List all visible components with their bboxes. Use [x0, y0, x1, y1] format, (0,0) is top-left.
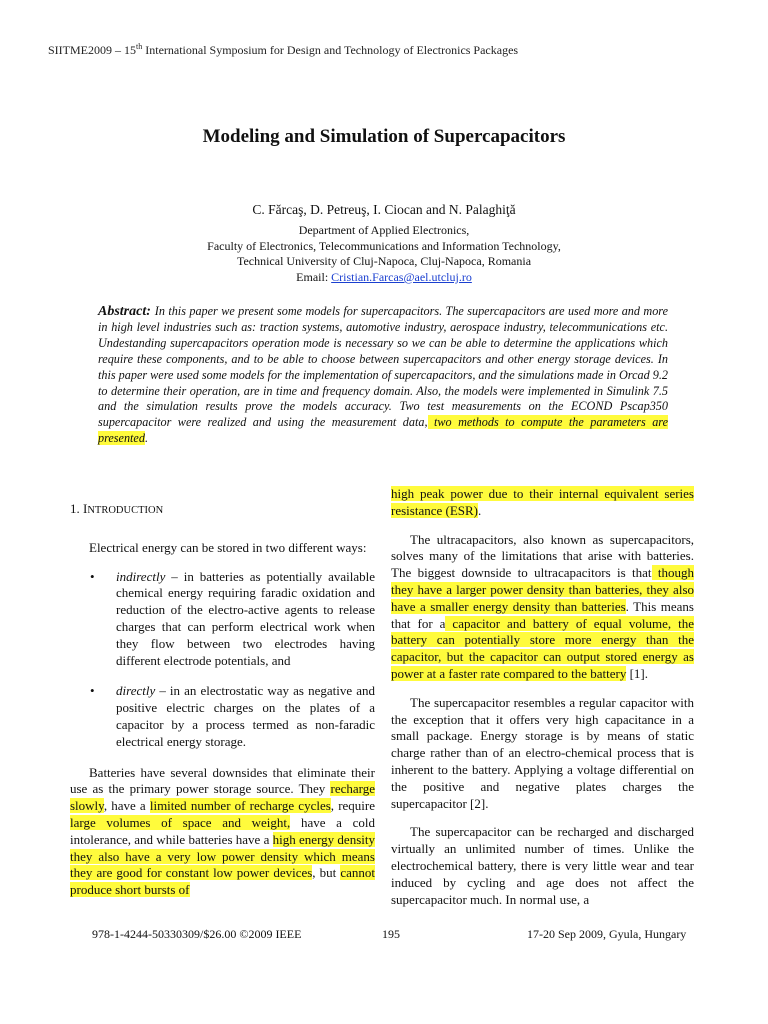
highlight: limited number of recharge cycles [149, 798, 331, 814]
footer-isbn: 978-1-4244-50330309/$26.00 ©2009 IEEE [92, 927, 302, 941]
section-heading-introduction: 1. INTRODUCTION [70, 501, 164, 516]
paragraph: The ultracapacitors, also known as supercapacitors, solves many of the limitations that arise with batteries. The biggest downside to ultracapacitors is that though they have a larger power density than batteries, they also have a smaller energy density than batteries. This means that for a capacitor and battery of equal volume, the battery can potentially store more energy than the capacitor, but the capacitor can output stored energy as power at a faster rate compared to the battery [1]. [391, 531, 694, 681]
bullet-item: • indirectly – in batteries as potentially available chemical energy requiring faradic oxidation and reduction of the electro-active agents to release charges that can perform electrical work when they flow between two electrodes having different electrode potentials, and [70, 569, 375, 670]
highlight: capacitor and battery of equal volume, the battery can potentially store more energy than the capacitor, but the capacitor can output stored energy as power at a faster rate compared to the battery [391, 615, 694, 681]
highlight: high energy density they also have a very low power density which means they are good for constant low power devices [70, 831, 375, 881]
paragraph: high peak power due to their internal equivalent series resistance (ESR). [391, 486, 694, 518]
paragraph: Electrical energy can be stored in two different ways: [89, 539, 367, 555]
bullet-icon: • [90, 683, 95, 699]
left-column [70, 486, 375, 911]
bullet-item: • directly – in an electrostatic way as negative and positive electric charges on the plates of a capacitor by a process termed as non-faradic electrical energy storage. [70, 683, 375, 750]
bullet-icon: • [90, 568, 95, 584]
paper-title: Modeling and Simulation of Supercapacitors [202, 126, 566, 147]
highlight: large volumes of space and weight, [70, 814, 291, 830]
footer-venue: 17-20 Sep 2009, Gyula, Hungary [527, 927, 687, 941]
author-list: C. Fărcaş, D. Petreuş, I. Ciocan and N. Palaghiţă [252, 202, 516, 217]
paragraph: The supercapacitor resembles a regular capacitor with the exception that it offers very high capacitance in a small package. Energy storage is by means of static charge rather than of an electro-chemical process that is inherent to the battery. Applying a voltage differential on the positive and negative plates charges the supercapacitor [2]. [391, 694, 694, 811]
email-line: Email: Cristian.Farcas@ael.utcluj.ro [296, 269, 472, 284]
affiliation-block [0, 223, 768, 285]
abstract-label: Abstract [98, 304, 147, 319]
affiliation-department: Department of Applied Electronics, [298, 223, 470, 237]
paragraph: Batteries have several downsides that eliminate their use as the primary power storage source. They recharge slowly, have a limited number of recharge cycles, require large volumes of space and weight, have a cold intolerance, and while batteries have a high energy density they also have a very low power density which means they are good for constant low power devices, but cannot produce short bursts of [70, 764, 376, 898]
abstract-text: In this paper we present some models for supercapacitors. The supercapacitors are used more and more in high level industries such as: traction systems, automotive industry, aerospace industry, telecommunications etc. Undestanding supercapacitors operation mode is necessary so we can be able to determine the applications which require these components, and to be able to choose between supercapacitors and other energy storage devices. In this paper were used some models for the implementation of supercapacitors, and the simulations made in Orcad 9.2 to determine their operation, are in time and frequency domain. Also, the models were implemented in Simulink 7.5 and the simulation results prove the models accuracy. Two test measurements on the ECOND Pscap350 supercapacitor were realized and using the measurement data, [98, 304, 668, 430]
page-number: 195 [382, 927, 400, 941]
affiliation-university: Technical University of Cluj-Napoca, Cluj-Napoca, Romania [236, 254, 532, 269]
highlight: recharge slowly [70, 781, 375, 814]
highlight: cannot produce short bursts of [70, 865, 375, 898]
email-link[interactable]: Cristian.Farcas@ael.utcluj.ro [331, 269, 472, 284]
affiliation-faculty: Faculty of Electronics, Telecommunications and Information Technology, [207, 238, 561, 253]
right-column [391, 486, 694, 920]
highlight: though they have a larger power density than batteries, they also have a smaller energy density than batteries [391, 565, 694, 614]
paragraph: The supercapacitor can be recharged and discharged virtually an unlimited number of times. Unlike the electrochemical battery, there is very little wear and tear induced by cycling and age does not affect the supercapacitor much. In normal use, a [391, 824, 694, 907]
abstract: Abstract: In this paper we present some models for supercapacitors. The supercapacitors are used more and more in high level industries such as: traction systems, automotive industry, aerospace industry, telecommunications etc. Undestanding supercapacitors operation mode is necessary so we can be able to determine the applications which require these components, and to be able to choose between supercapacitors and other energy storage devices. In this paper were used some models for the implementation of supercapacitors, and the simulations made in Orcad 9.2 to determine their operation, are in time and frequency domain. Also, the models were implemented in Simulink 7.5 and the simulation results prove the models accuracy. Two test measurements on the ECOND Pscap350 supercapacitor were realized and using the measurement data, two methods to compute the parameters are presented. [98, 304, 669, 446]
highlight: high peak power due to their internal equivalent series resistance (ESR) [391, 486, 694, 518]
conference-header: SIITME2009 – 15th International Symposium for Design and Technology of Electronics Packages [48, 42, 519, 57]
highlight: two methods to compute the parameters are presented [98, 415, 669, 446]
